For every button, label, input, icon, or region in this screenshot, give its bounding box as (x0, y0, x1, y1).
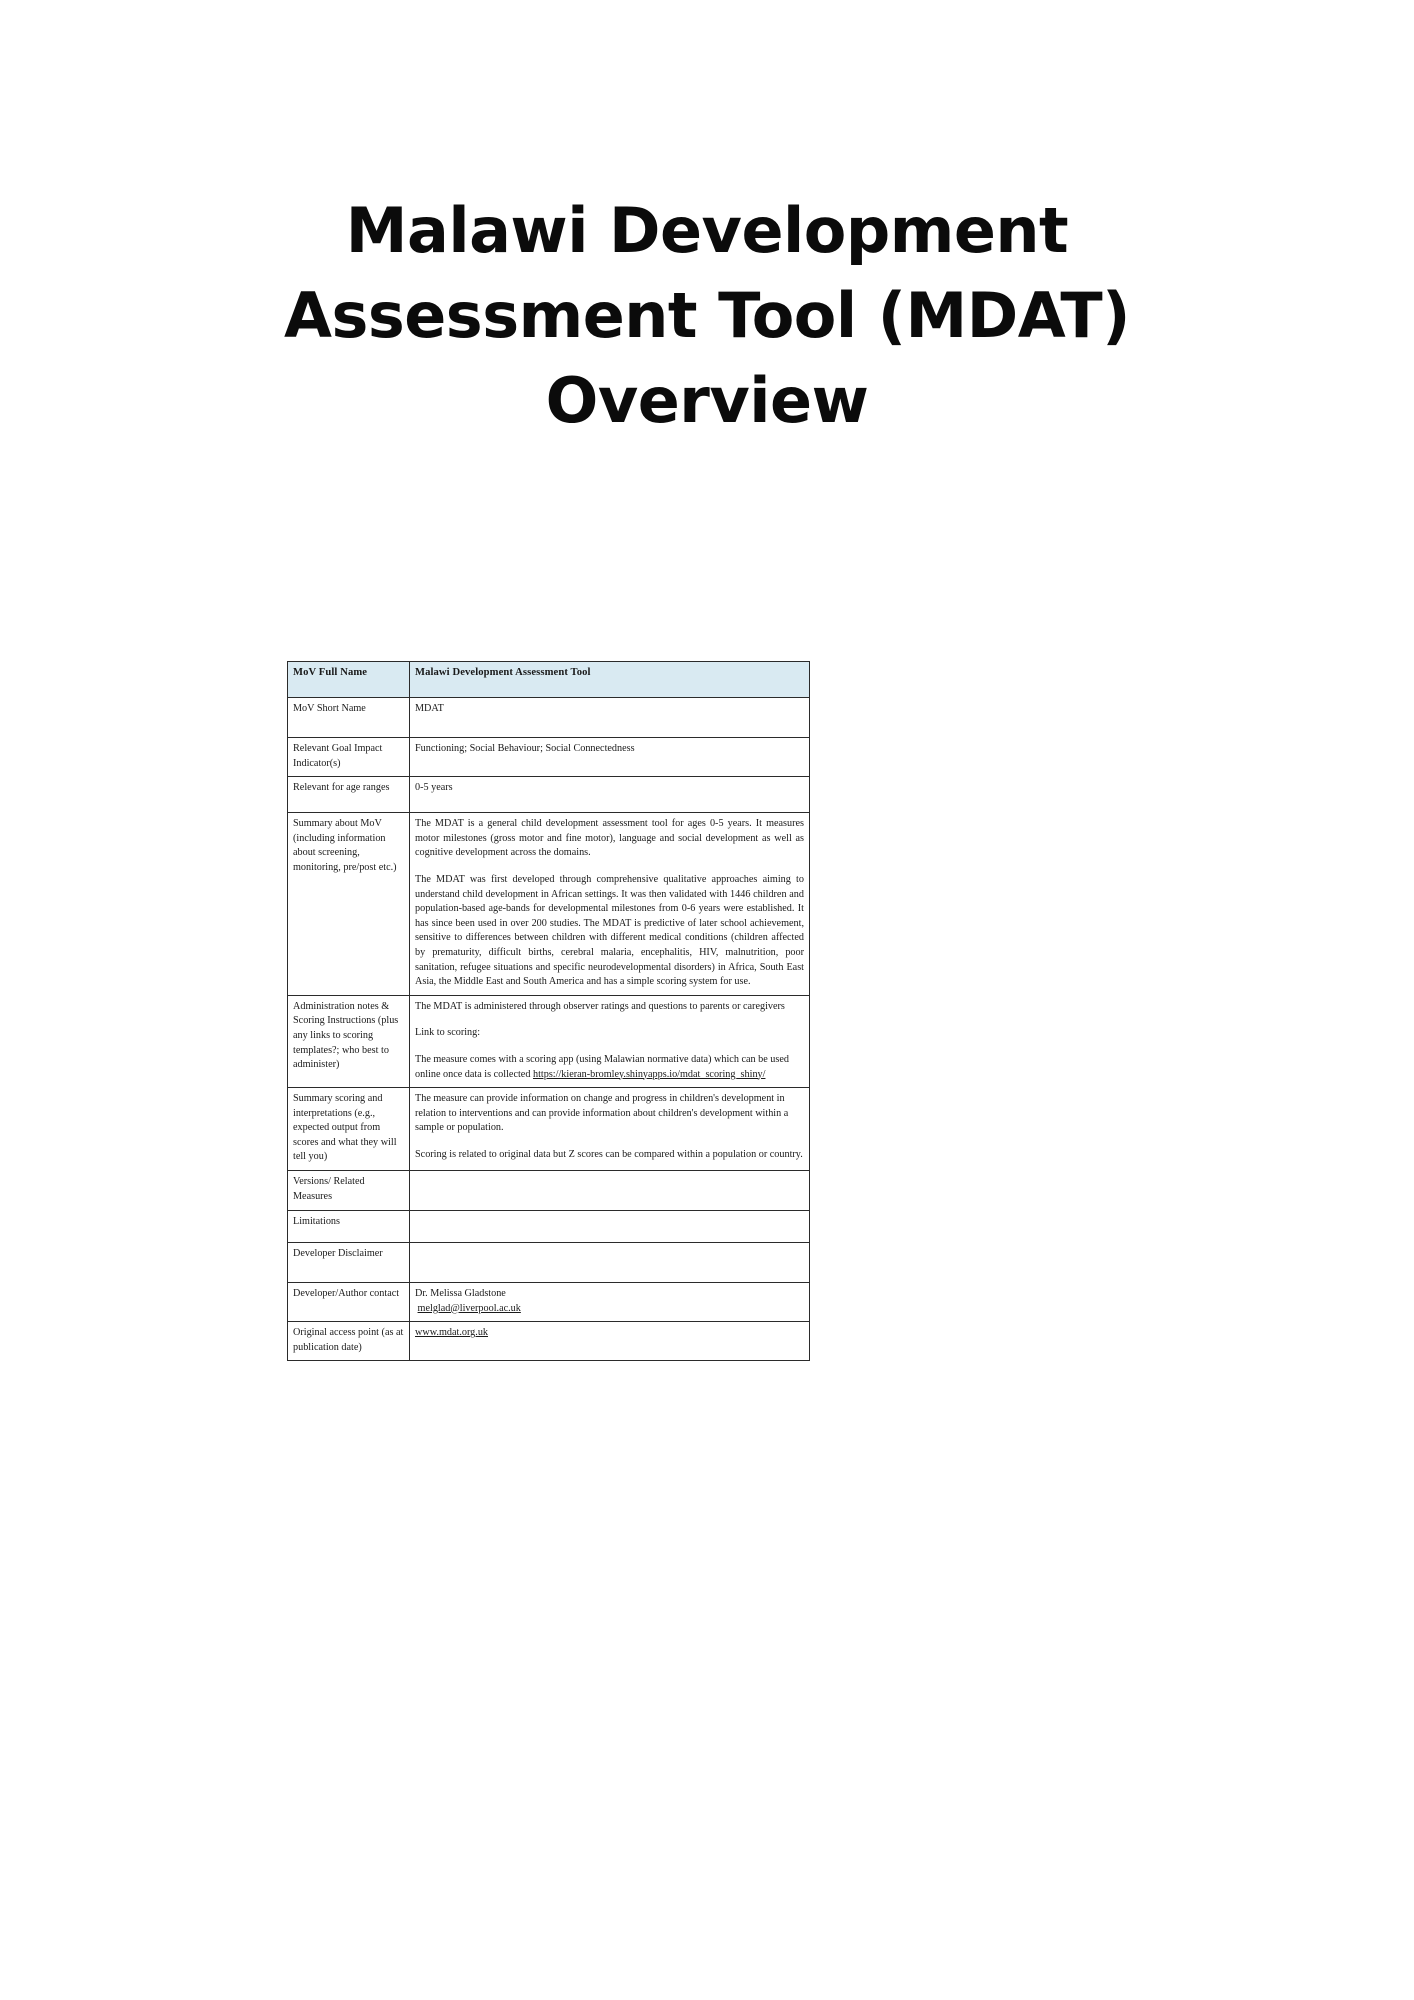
summary-paragraph-1: The MDAT is a general child development assessment tool for ages 0-5 years. It measures motor milestones (gross motor and fine motor), language and social development as well as cognitive development across the domains. (415, 818, 804, 859)
author-name: Dr. Melissa Gladstone (415, 1288, 506, 1300)
row-value-developer-disclaimer (410, 1243, 810, 1283)
row-value-relevant-age-ranges: 0-5 years (410, 777, 810, 813)
header-label-cell: MoV Full Name (288, 662, 410, 698)
table-row (288, 777, 810, 813)
table-row (288, 1322, 810, 1361)
row-label-developer-author-contact: Developer/Author contact (288, 1283, 410, 1322)
header-value-cell: Malawi Development Assessment Tool (410, 662, 810, 698)
administration-paragraph-1: The MDAT is administered through observer ratings and questions to parents or caregivers (415, 1000, 785, 1012)
administration-scoring-app-text (415, 1053, 804, 1082)
scoring-paragraph-1: The measure can provide information on change and progress in children's development in relation to interventions and can provide information about children's development within a sample or population. (415, 1093, 789, 1134)
row-value-summary-scoring (410, 1088, 810, 1171)
table-row (288, 1171, 810, 1211)
table-row (288, 1211, 810, 1243)
row-label-relevant-age-ranges: Relevant for age ranges (288, 777, 410, 813)
row-value-summary-about-mov (410, 813, 810, 996)
table-row (288, 813, 810, 996)
administration-link-heading: Link to scoring: (415, 1027, 481, 1039)
author-email-line (415, 1302, 804, 1317)
row-value-administration-notes (410, 995, 810, 1087)
row-label-original-access-point: Original access point (as at publication date) (288, 1322, 410, 1361)
scoring-paragraph-2: Scoring is related to original data but Z scores can be compared within a population or country. (415, 1148, 803, 1160)
author-email-link[interactable]: melglad@liverpool.ac.uk (417, 1302, 521, 1314)
table-row (288, 738, 810, 777)
row-value-versions-related-measures (410, 1171, 810, 1211)
table-row (288, 1088, 810, 1171)
row-value-relevant-goal-indicators: Functioning; Social Behaviour; Social Connectedness (410, 738, 810, 777)
row-label-relevant-goal-indicators: Relevant Goal Impact Indicator(s) (288, 738, 410, 777)
row-value-mov-short-name: MDAT (410, 698, 810, 738)
table-row (288, 1283, 810, 1322)
mov-summary-table-container (287, 661, 809, 1361)
row-value-original-access-point (410, 1322, 810, 1361)
row-label-summary-scoring: Summary scoring and interpretations (e.g., expected output from scores and what they will tell you) (288, 1088, 410, 1171)
mov-summary-table (287, 661, 810, 1361)
row-label-mov-short-name: MoV Short Name (288, 698, 410, 738)
page-title: Malawi Development Assessment Tool (MDAT) Overview (283, 194, 1131, 437)
table-row (288, 1243, 810, 1283)
table-row (288, 995, 810, 1087)
row-label-administration-notes: Administration notes & Scoring Instructions (plus any links to scoring templates?; who best to administer) (288, 995, 410, 1087)
row-label-developer-disclaimer: Developer Disclaimer (288, 1243, 410, 1283)
scoring-app-link[interactable]: https://kieran-bromley.shinyapps.io/mdat_scoring_shiny/ (532, 1068, 766, 1080)
row-label-summary-about-mov: Summary about MoV (including information about screening, monitoring, pre/post etc.) (288, 813, 410, 996)
table-header-row (288, 662, 810, 698)
row-value-developer-author-contact (410, 1283, 810, 1322)
row-label-limitations: Limitations (288, 1211, 410, 1243)
scoring-app-text: The measure comes with a scoring app (using Malawian normative data) which can be used online once data is collected (415, 1053, 789, 1080)
original-access-point-link[interactable]: www.mdat.org.uk (415, 1327, 489, 1339)
row-value-limitations (410, 1211, 810, 1243)
row-label-versions-related-measures: Versions/ Related Measures (288, 1171, 410, 1211)
summary-paragraph-2: The MDAT was first developed through comprehensive qualitative approaches aiming to understand child development in African settings. It was then validated with 1446 children and population-based age-bands for developmental milestones from 0-6 years were established. It has since been used in over 200 studies. The MDAT is predictive of later school achievement, sensitive to differences between children with different medical conditions (children affected by prematurity, difficult births, cerebral malaria, encephalitis, HIV, malnutrition, poor sanitation, refugee situations and specific neurodevelopmental disorders) in Africa, South East Asia, the Middle East and South America and has a simple scoring system for use. (415, 873, 804, 988)
table-row (288, 698, 810, 738)
